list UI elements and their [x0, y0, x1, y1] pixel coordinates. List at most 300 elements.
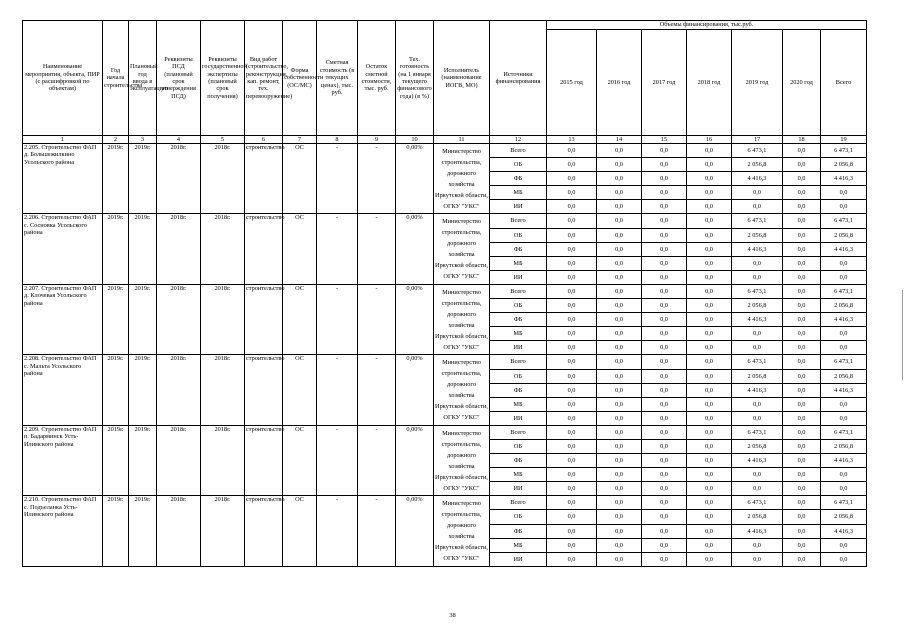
column-number: 12 [490, 136, 547, 144]
funding-source: МБ [490, 256, 547, 270]
funding-source: МБ [490, 186, 547, 200]
funding-source: Всего [490, 496, 547, 510]
funding-value: 0,0 [642, 242, 687, 256]
column-number: 10 [396, 136, 434, 144]
project-readiness: 0,00% [396, 214, 434, 284]
funding-value: 0,0 [687, 397, 732, 411]
funding-value: 0,0 [687, 383, 732, 397]
funding-value: 0,0 [687, 144, 732, 158]
funding-value: 0,0 [783, 228, 821, 242]
funding-value: 0,0 [547, 397, 597, 411]
column-number: 5 [201, 136, 245, 144]
funding-source: ИИ [490, 482, 547, 496]
funding-value: 0,0 [597, 439, 642, 453]
funding-value: 0,0 [642, 327, 687, 341]
funding-value: 0,0 [547, 214, 597, 228]
funding-source: Всего [490, 425, 547, 439]
funding-value: 0,0 [597, 383, 642, 397]
funding-value: 0,0 [687, 200, 732, 214]
table-header [23, 21, 867, 144]
funding-value: 0,0 [732, 397, 783, 411]
project-plan-year: 2019г. [129, 355, 157, 425]
project-ownership: ОС [283, 355, 317, 425]
funding-value: 0,0 [547, 369, 597, 383]
funding-value: 0,0 [642, 496, 687, 510]
funding-source: МБ [490, 468, 547, 482]
funding-value: 0,0 [642, 425, 687, 439]
project-psd: 2018г. [157, 425, 201, 495]
funding-value: 0,0 [597, 496, 642, 510]
project-name: 2.207. Строительство ФАП д. Клочевая Усольского района [23, 284, 103, 354]
column-number: 7 [283, 136, 317, 144]
header-remainder: Остаток сметной стоимости, тыс. руб. [358, 21, 396, 136]
project-work-type: строительство [245, 284, 283, 354]
funding-value: 0,0 [687, 172, 732, 186]
funding-source: МБ [490, 538, 547, 552]
project-remainder: - [358, 496, 396, 566]
funding-source: Всего [490, 355, 547, 369]
funding-value: 0,0 [687, 313, 732, 327]
funding-value: 0,0 [642, 299, 687, 313]
funding-value: 0,0 [597, 144, 642, 158]
project-psd: 2018г. [157, 355, 201, 425]
funding-value: 0,0 [821, 270, 867, 284]
header-year: 2019 год [732, 30, 783, 136]
funding-value: 0,0 [597, 552, 642, 566]
funding-value: 0,0 [597, 510, 642, 524]
funding-value: 4 416,3 [732, 242, 783, 256]
funding-value: 0,0 [783, 552, 821, 566]
funding-value: 0,0 [642, 411, 687, 425]
funding-value: 0,0 [547, 355, 597, 369]
funding-value: 6 473,1 [732, 214, 783, 228]
table-row [23, 144, 867, 158]
funding-value: 0,0 [642, 228, 687, 242]
funding-value: 2 056,8 [821, 510, 867, 524]
project-work-type: строительство [245, 214, 283, 284]
funding-value: 0,0 [642, 397, 687, 411]
project-name: 2.210. Строительство ФАП с. Подъеланка Усть-Илимского района [23, 496, 103, 566]
project-psd: 2018г. [157, 214, 201, 284]
funding-value: 0,0 [642, 270, 687, 284]
header-sources: Источники финансирования [490, 21, 547, 136]
funding-value: 0,0 [642, 256, 687, 270]
funding-value: 0,0 [642, 341, 687, 355]
funding-value: 0,0 [783, 383, 821, 397]
funding-value: 0,0 [783, 299, 821, 313]
funding-value: 0,0 [732, 468, 783, 482]
column-number: 14 [597, 136, 642, 144]
funding-value: 0,0 [642, 284, 687, 298]
funding-value: 0,0 [687, 369, 732, 383]
funding-value: 2 056,8 [821, 228, 867, 242]
project-year-start: 2019г. [103, 425, 129, 495]
funding-value: 0,0 [687, 411, 732, 425]
header-year: 2016 год [597, 30, 642, 136]
funding-value: 0,0 [547, 383, 597, 397]
funding-value: 2 056,8 [732, 439, 783, 453]
project-work-type: строительство [245, 355, 283, 425]
funding-value: 0,0 [547, 327, 597, 341]
header-name: Наименование мероприятия, объекта, ПИР (с расшифровкой по объектам) [23, 21, 103, 136]
project-name: 2.205. Строительство ФАП д. Большежилкино Усольского района [23, 144, 103, 214]
funding-value: 0,0 [783, 355, 821, 369]
funding-value: 0,0 [821, 538, 867, 552]
funding-value: 0,0 [597, 538, 642, 552]
project-psd: 2018г. [157, 284, 201, 354]
project-remainder: - [358, 214, 396, 284]
column-number: 4 [157, 136, 201, 144]
page-number: 38 [449, 612, 456, 619]
funding-value: 6 473,1 [732, 496, 783, 510]
project-remainder: - [358, 144, 396, 214]
project-executor: Министерство строительства, дорожного хозяйства Иркутской области, ОГКУ "УКС" [434, 355, 490, 425]
funding-value: 0,0 [687, 299, 732, 313]
funding-value: 0,0 [821, 468, 867, 482]
funding-value: 0,0 [732, 270, 783, 284]
funding-value: 0,0 [642, 158, 687, 172]
project-ownership: ОС [283, 284, 317, 354]
funding-value: 0,0 [597, 270, 642, 284]
project-remainder: - [358, 425, 396, 495]
funding-value: 0,0 [597, 158, 642, 172]
funding-value: 0,0 [547, 425, 597, 439]
column-number: 2 [103, 136, 129, 144]
funding-value: 0,0 [547, 284, 597, 298]
funding-value: 0,0 [597, 200, 642, 214]
funding-value: 0,0 [732, 538, 783, 552]
project-year-start: 2019г. [103, 355, 129, 425]
funding-value: 0,0 [783, 439, 821, 453]
funding-value: 0,0 [783, 172, 821, 186]
funding-value: 0,0 [821, 397, 867, 411]
funding-value: 2 056,8 [732, 158, 783, 172]
funding-value: 6 473,1 [732, 425, 783, 439]
funding-value: 6 473,1 [821, 284, 867, 298]
funding-source: ОБ [490, 510, 547, 524]
funding-value: 4 416,3 [821, 313, 867, 327]
project-ownership: ОС [283, 425, 317, 495]
funding-source: ОБ [490, 439, 547, 453]
funding-value: 0,0 [821, 327, 867, 341]
header-readiness: Тех. готовность (на 1 января текущего финансового года) (в %) [396, 21, 434, 136]
project-year-start: 2019г. [103, 496, 129, 566]
project-readiness: 0,00% [396, 144, 434, 214]
funding-value: 0,0 [642, 369, 687, 383]
funding-value: 0,0 [687, 454, 732, 468]
funding-value: 4 416,3 [732, 172, 783, 186]
funding-value: 0,0 [642, 383, 687, 397]
funding-value: 0,0 [783, 411, 821, 425]
project-remainder: - [358, 355, 396, 425]
project-year-start: 2019г. [103, 284, 129, 354]
funding-value: 0,0 [642, 482, 687, 496]
funding-value: 4 416,3 [732, 313, 783, 327]
funding-value: 0,0 [642, 186, 687, 200]
funding-value: 0,0 [687, 242, 732, 256]
funding-source: ФБ [490, 242, 547, 256]
header-ownership: Форма собственности (ОС/МС) [283, 21, 317, 136]
funding-value: 0,0 [642, 510, 687, 524]
table-row [23, 425, 867, 439]
funding-value: 0,0 [547, 538, 597, 552]
project-executor: Министерство строительства, дорожного хозяйства Иркутской области, ОГКУ "УКС" [434, 144, 490, 214]
funding-value: 0,0 [821, 411, 867, 425]
funding-value: 0,0 [597, 256, 642, 270]
funding-value: 6 473,1 [821, 214, 867, 228]
funding-value: 0,0 [687, 270, 732, 284]
funding-value: 0,0 [547, 496, 597, 510]
column-number: 13 [547, 136, 597, 144]
project-psd: 2018г. [157, 144, 201, 214]
funding-value: 0,0 [547, 510, 597, 524]
funding-value: 4 416,3 [732, 454, 783, 468]
funding-source: ИИ [490, 270, 547, 284]
project-psd: 2018г. [157, 496, 201, 566]
header-volumes: Объемы финансирования, тыс.руб. [547, 21, 867, 30]
funding-value: 0,0 [597, 454, 642, 468]
funding-source: ИИ [490, 411, 547, 425]
funding-value: 0,0 [642, 538, 687, 552]
project-remainder: - [358, 284, 396, 354]
column-number: 11 [434, 136, 490, 144]
funding-value: 0,0 [783, 200, 821, 214]
funding-value: 0,0 [597, 299, 642, 313]
funding-value: 0,0 [687, 482, 732, 496]
funding-value: 0,0 [547, 186, 597, 200]
funding-source: ФБ [490, 383, 547, 397]
project-expertise: 2018г. [201, 144, 245, 214]
project-cost: - [317, 214, 358, 284]
funding-value: 0,0 [687, 228, 732, 242]
funding-value: 0,0 [687, 552, 732, 566]
project-year-start: 2019г. [103, 214, 129, 284]
funding-value: 0,0 [597, 425, 642, 439]
funding-value: 0,0 [547, 341, 597, 355]
funding-value: 0,0 [597, 355, 642, 369]
funding-value: 6 473,1 [732, 144, 783, 158]
project-year-start: 2019г. [103, 144, 129, 214]
project-executor: Министерство строительства, дорожного хозяйства Иркутской области, ОГКУ "УКС" [434, 425, 490, 495]
funding-value: 0,0 [687, 538, 732, 552]
funding-value: 0,0 [597, 172, 642, 186]
scan-margin-mark [902, 290, 903, 380]
funding-value: 0,0 [783, 242, 821, 256]
funding-value: 0,0 [547, 172, 597, 186]
funding-value: 0,0 [783, 270, 821, 284]
header-year: 2015 год [547, 30, 597, 136]
table-row [23, 355, 867, 369]
funding-value: 0,0 [732, 200, 783, 214]
column-number: 19 [821, 136, 867, 144]
funding-value: 0,0 [597, 284, 642, 298]
funding-value: 0,0 [783, 186, 821, 200]
funding-value: 0,0 [597, 242, 642, 256]
funding-source: ФБ [490, 524, 547, 538]
funding-value: 0,0 [821, 482, 867, 496]
funding-value: 0,0 [642, 468, 687, 482]
funding-value: 0,0 [547, 439, 597, 453]
funding-value: 2 056,8 [732, 510, 783, 524]
funding-source: ФБ [490, 313, 547, 327]
funding-value: 0,0 [597, 341, 642, 355]
project-expertise: 2018г. [201, 425, 245, 495]
project-cost: - [317, 425, 358, 495]
funding-value: 0,0 [547, 158, 597, 172]
funding-value: 6 473,1 [732, 355, 783, 369]
funding-value: 0,0 [597, 313, 642, 327]
project-readiness: 0,00% [396, 355, 434, 425]
funding-value: 6 473,1 [821, 425, 867, 439]
project-ownership: ОС [283, 496, 317, 566]
funding-source: ОБ [490, 158, 547, 172]
funding-value: 0,0 [783, 496, 821, 510]
project-executor: Министерство строительства, дорожного хозяйства Иркутской области, ОГКУ "УКС" [434, 214, 490, 284]
funding-value: 0,0 [642, 172, 687, 186]
project-plan-year: 2019г. [129, 425, 157, 495]
funding-value: 0,0 [687, 284, 732, 298]
funding-value: 4 416,3 [821, 172, 867, 186]
column-number: 1 [23, 136, 103, 144]
header-executor: Исполнитель (наименование ИОГВ, МО) [434, 21, 490, 136]
funding-value: 0,0 [687, 524, 732, 538]
funding-value: 0,0 [687, 496, 732, 510]
column-number: 15 [642, 136, 687, 144]
funding-value: 0,0 [732, 186, 783, 200]
funding-value: 4 416,3 [821, 242, 867, 256]
funding-value: 4 416,3 [732, 524, 783, 538]
funding-value: 0,0 [642, 355, 687, 369]
column-number: 16 [687, 136, 732, 144]
funding-value: 0,0 [783, 256, 821, 270]
funding-value: 0,0 [783, 313, 821, 327]
column-number: 8 [317, 136, 358, 144]
funding-source: Всего [490, 214, 547, 228]
project-expertise: 2018г. [201, 214, 245, 284]
funding-value: 0,0 [687, 510, 732, 524]
funding-value: 0,0 [783, 327, 821, 341]
funding-value: 0,0 [642, 214, 687, 228]
project-name: 2.206. Строительство ФАП с. Сосновка Усольского района [23, 214, 103, 284]
header-total: Всего [821, 30, 867, 136]
project-name: 2.208. Строительство ФАП с. Мальта Усольского района [23, 355, 103, 425]
funding-value: 0,0 [687, 439, 732, 453]
funding-value: 0,0 [597, 369, 642, 383]
funding-value: 0,0 [547, 299, 597, 313]
funding-source: Всего [490, 144, 547, 158]
header-expertise: Реквизиты государственной экспертизы (плановый срок получения) [201, 21, 245, 136]
project-work-type: строительство [245, 425, 283, 495]
funding-value: 0,0 [597, 214, 642, 228]
funding-value: 0,0 [821, 186, 867, 200]
column-number: 17 [732, 136, 783, 144]
funding-value: 0,0 [687, 214, 732, 228]
funding-value: 0,0 [642, 144, 687, 158]
table-row [23, 496, 867, 510]
header-work-type: Вид работ (строительство, реконструкция, кап. ремонт, тех. перевооружение) [245, 21, 283, 136]
funding-source: ОБ [490, 299, 547, 313]
funding-value: 6 473,1 [821, 355, 867, 369]
funding-value: 0,0 [687, 355, 732, 369]
funding-value: 0,0 [547, 524, 597, 538]
funding-value: 0,0 [547, 468, 597, 482]
column-number: 18 [783, 136, 821, 144]
column-numbers-row [23, 136, 867, 144]
funding-value: 0,0 [547, 242, 597, 256]
funding-value: 0,0 [687, 158, 732, 172]
project-name: 2.209. Строительство ФАП п. Бадарминск Усть-Илимского района [23, 425, 103, 495]
funding-value: 0,0 [732, 552, 783, 566]
project-ownership: ОС [283, 214, 317, 284]
funding-value: 0,0 [687, 468, 732, 482]
project-cost: - [317, 355, 358, 425]
project-ownership: ОС [283, 144, 317, 214]
funding-value: 0,0 [783, 214, 821, 228]
funding-value: 4 416,3 [821, 383, 867, 397]
funding-value: 0,0 [597, 397, 642, 411]
funding-value: 6 473,1 [821, 496, 867, 510]
funding-value: 2 056,8 [732, 299, 783, 313]
funding-value: 0,0 [547, 200, 597, 214]
funding-value: 0,0 [547, 228, 597, 242]
project-cost: - [317, 284, 358, 354]
funding-value: 0,0 [597, 228, 642, 242]
header-year: 2017 год [642, 30, 687, 136]
funding-value: 4 416,3 [821, 524, 867, 538]
funding-value: 0,0 [783, 468, 821, 482]
funding-value: 0,0 [732, 256, 783, 270]
financing-table [22, 20, 867, 567]
funding-value: 0,0 [783, 524, 821, 538]
funding-source: МБ [490, 397, 547, 411]
funding-source: ФБ [490, 454, 547, 468]
project-expertise: 2018г. [201, 284, 245, 354]
funding-value: 0,0 [597, 411, 642, 425]
funding-value: 0,0 [687, 256, 732, 270]
funding-value: 2 056,8 [821, 299, 867, 313]
financing-table-sheet [22, 20, 866, 567]
funding-value: 0,0 [547, 482, 597, 496]
funding-value: 6 473,1 [821, 144, 867, 158]
funding-value: 0,0 [642, 439, 687, 453]
project-expertise: 2018г. [201, 496, 245, 566]
funding-value: 0,0 [783, 144, 821, 158]
header-plan-year: Плановый год ввода в эксплуатацию [129, 21, 157, 136]
column-number: 9 [358, 136, 396, 144]
table-row [23, 284, 867, 298]
funding-value: 0,0 [597, 482, 642, 496]
funding-source: ОБ [490, 228, 547, 242]
funding-value: 0,0 [821, 552, 867, 566]
funding-value: 0,0 [597, 327, 642, 341]
funding-value: 0,0 [783, 482, 821, 496]
funding-value: 0,0 [597, 186, 642, 200]
project-work-type: строительство [245, 144, 283, 214]
funding-source: ИИ [490, 200, 547, 214]
table-row [23, 214, 867, 228]
project-expertise: 2018г. [201, 355, 245, 425]
funding-value: 0,0 [547, 144, 597, 158]
funding-value: 0,0 [687, 341, 732, 355]
funding-value: 0,0 [687, 327, 732, 341]
funding-value: 0,0 [732, 327, 783, 341]
funding-value: 0,0 [642, 524, 687, 538]
project-readiness: 0,00% [396, 284, 434, 354]
funding-value: 2 056,8 [732, 369, 783, 383]
project-plan-year: 2019г. [129, 144, 157, 214]
funding-value: 0,0 [732, 341, 783, 355]
funding-value: 0,0 [821, 256, 867, 270]
